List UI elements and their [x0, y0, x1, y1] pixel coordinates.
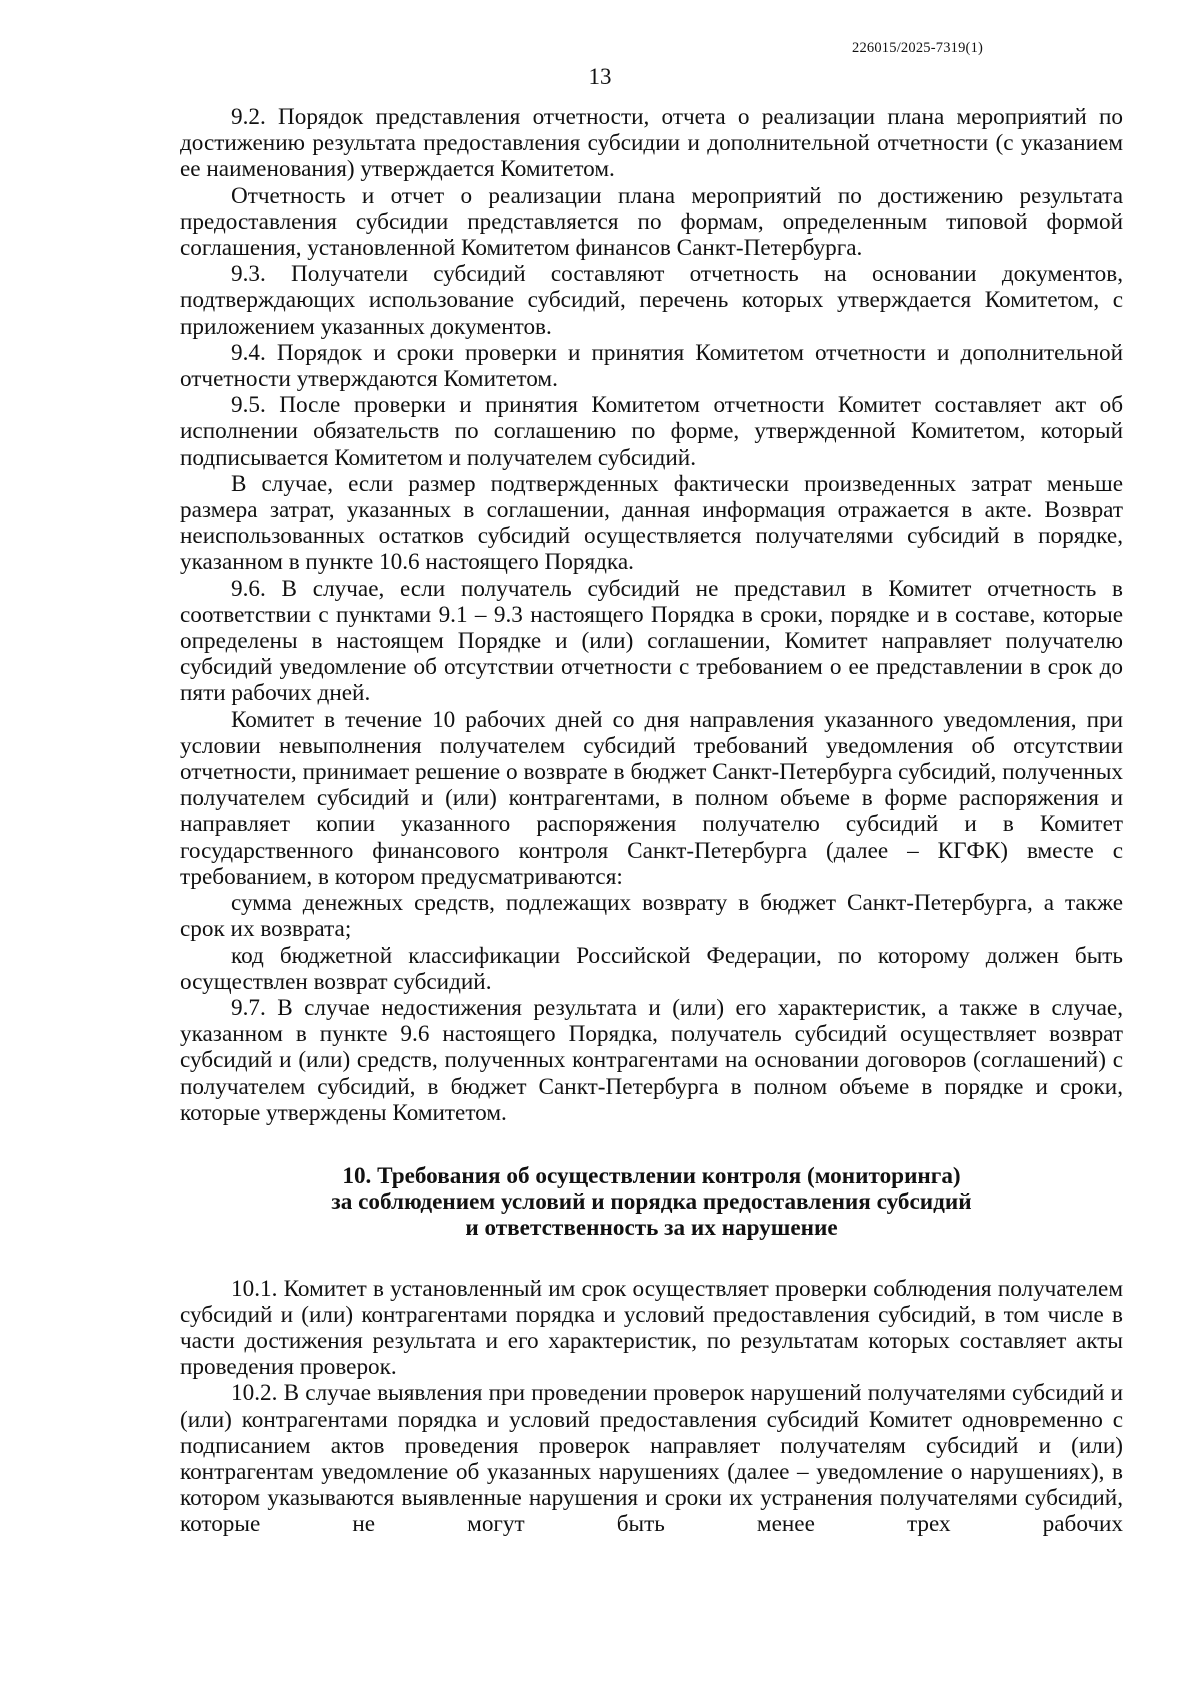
paragraph-9-5: 9.5. После проверки и принятия Комитетом отчетности Комитет составляет акт об исполнении обязательств по соглашению по форме, утвержденной Комитетом, который подписывается Комитетом и получателем субсидий.: [180, 392, 1123, 471]
document-registration-number: 226015/2025-7319(1): [852, 40, 984, 56]
document-body: [180, 104, 1123, 1538]
paragraph-9-2: 9.2. Порядок представления отчетности, отчета о реализации плана мероприятий по достижению результата предоставления субсидии и дополнительной отчетности (с указанием ее наименования) утверждается Комитетом.: [180, 104, 1123, 183]
paragraph-9-6-budget-code: код бюджетной классификации Российской Федерации, по которому должен быть осуществлен возврат субсидий.: [180, 942, 1123, 995]
paragraph-9-5-cost-difference: В случае, если размер подтвержденных фактически произведенных затрат меньше размера затрат, указанных в соглашении, данная информация отражается в акте. Возврат неиспользованных остатков субсидий осуществляется получателями субсидий в порядке, указанном в пункте 10.6 настоящего Порядка.: [180, 470, 1123, 576]
paragraph-9-3: 9.3. Получатели субсидий составляют отчетность на основании документов, подтверждающих использование субсидий, перечень которых утверждается Комитетом, с приложением указанных документов.: [180, 261, 1123, 340]
section-10-heading: [180, 1163, 1123, 1242]
paragraph-9-6: 9.6. В случае, если получатель субсидий не представил в Комитет отчетность в соответствии с пунктами 9.1 – 9.3 настоящего Порядка в сроки, порядке и в составе, которые определены в настоящем Порядке и (или) соглашении, Комитет направляет получателю субсидий уведомление об отсутствии отчетности с требованием о ее представлении в срок до пяти рабочих дней.: [180, 575, 1123, 707]
paragraph-10-1: 10.1. Комитет в установленный им срок осуществляет проверки соблюдения получателем субсидий и (или) контрагентами порядка и условий предоставления субсидий, в том числе в части достижения результата и его характеристик, по результатам которых составляет акты проведения проверок.: [180, 1275, 1123, 1381]
page-number: 13: [588, 64, 612, 89]
paragraph-9-6-refund-amount: сумма денежных средств, подлежащих возврату в бюджет Санкт-Петербурга, а также срок их возврата;: [180, 890, 1123, 943]
paragraph-9-6-committee-decision: Комитет в течение 10 рабочих дней со дня направления указанного уведомления, при условии невыполнения получателем субсидий требований уведомления об отсутствии отчетности, принимает решение о возврате в бюджет Санкт-Петербурга субсидий, полученных получателем субсидий и (или) контрагентами, в полном объеме в форме распоряжения и направляет копии указанного распоряжения получателю субсидий и в Комитет государственного финансового контроля Санкт-Петербурга (далее – КГФК) вместе с требованием, в котором предусматриваются:: [180, 706, 1123, 890]
paragraph-9-2-reporting-forms: Отчетность и отчет о реализации плана мероприятий по достижению результата предоставления субсидии представляется по формам, определенным типовой формой соглашения, установленной Комитетом финансов Санкт-Петербурга.: [180, 182, 1123, 262]
paragraph-9-7: 9.7. В случае недостижения результата и (или) его характеристик, а также в случае, указанном в пункте 9.6 настоящего Порядка, получатель субсидий осуществляет возврат субсидий и (или) средств, полученных контрагентами на основании договоров (соглашений) с получателем субсидий, в бюджет Санкт-Петербурга в полном объеме в порядке и сроки, которые утверждены Комитетом.: [180, 994, 1123, 1126]
section-10-heading-line: и ответственность за их нарушение: [465, 1215, 838, 1242]
paragraph-10-2: 10.2. В случае выявления при проведении проверок нарушений получателями субсидий и (или) контрагентами порядка и условий предоставления субсидий Комитет одновременно с подписанием актов проведения проверок направляет получателям субсидий и (или) контрагентам уведомление об указанных нарушениях (далее – уведомление о нарушениях), в котором указываются выявленные нарушения и сроки их устранения получателями субсидий, которые не могут быть менее трех рабочих: [180, 1380, 1123, 1538]
section-10-heading-line: за соблюдением условий и порядка предоставления субсидий: [331, 1189, 972, 1216]
paragraph-9-4: 9.4. Порядок и сроки проверки и принятия Комитетом отчетности и дополнительной отчетности утверждаются Комитетом.: [180, 339, 1123, 393]
section-10-heading-line: 10. Требования об осуществлении контроля (мониторинга): [342, 1162, 961, 1189]
